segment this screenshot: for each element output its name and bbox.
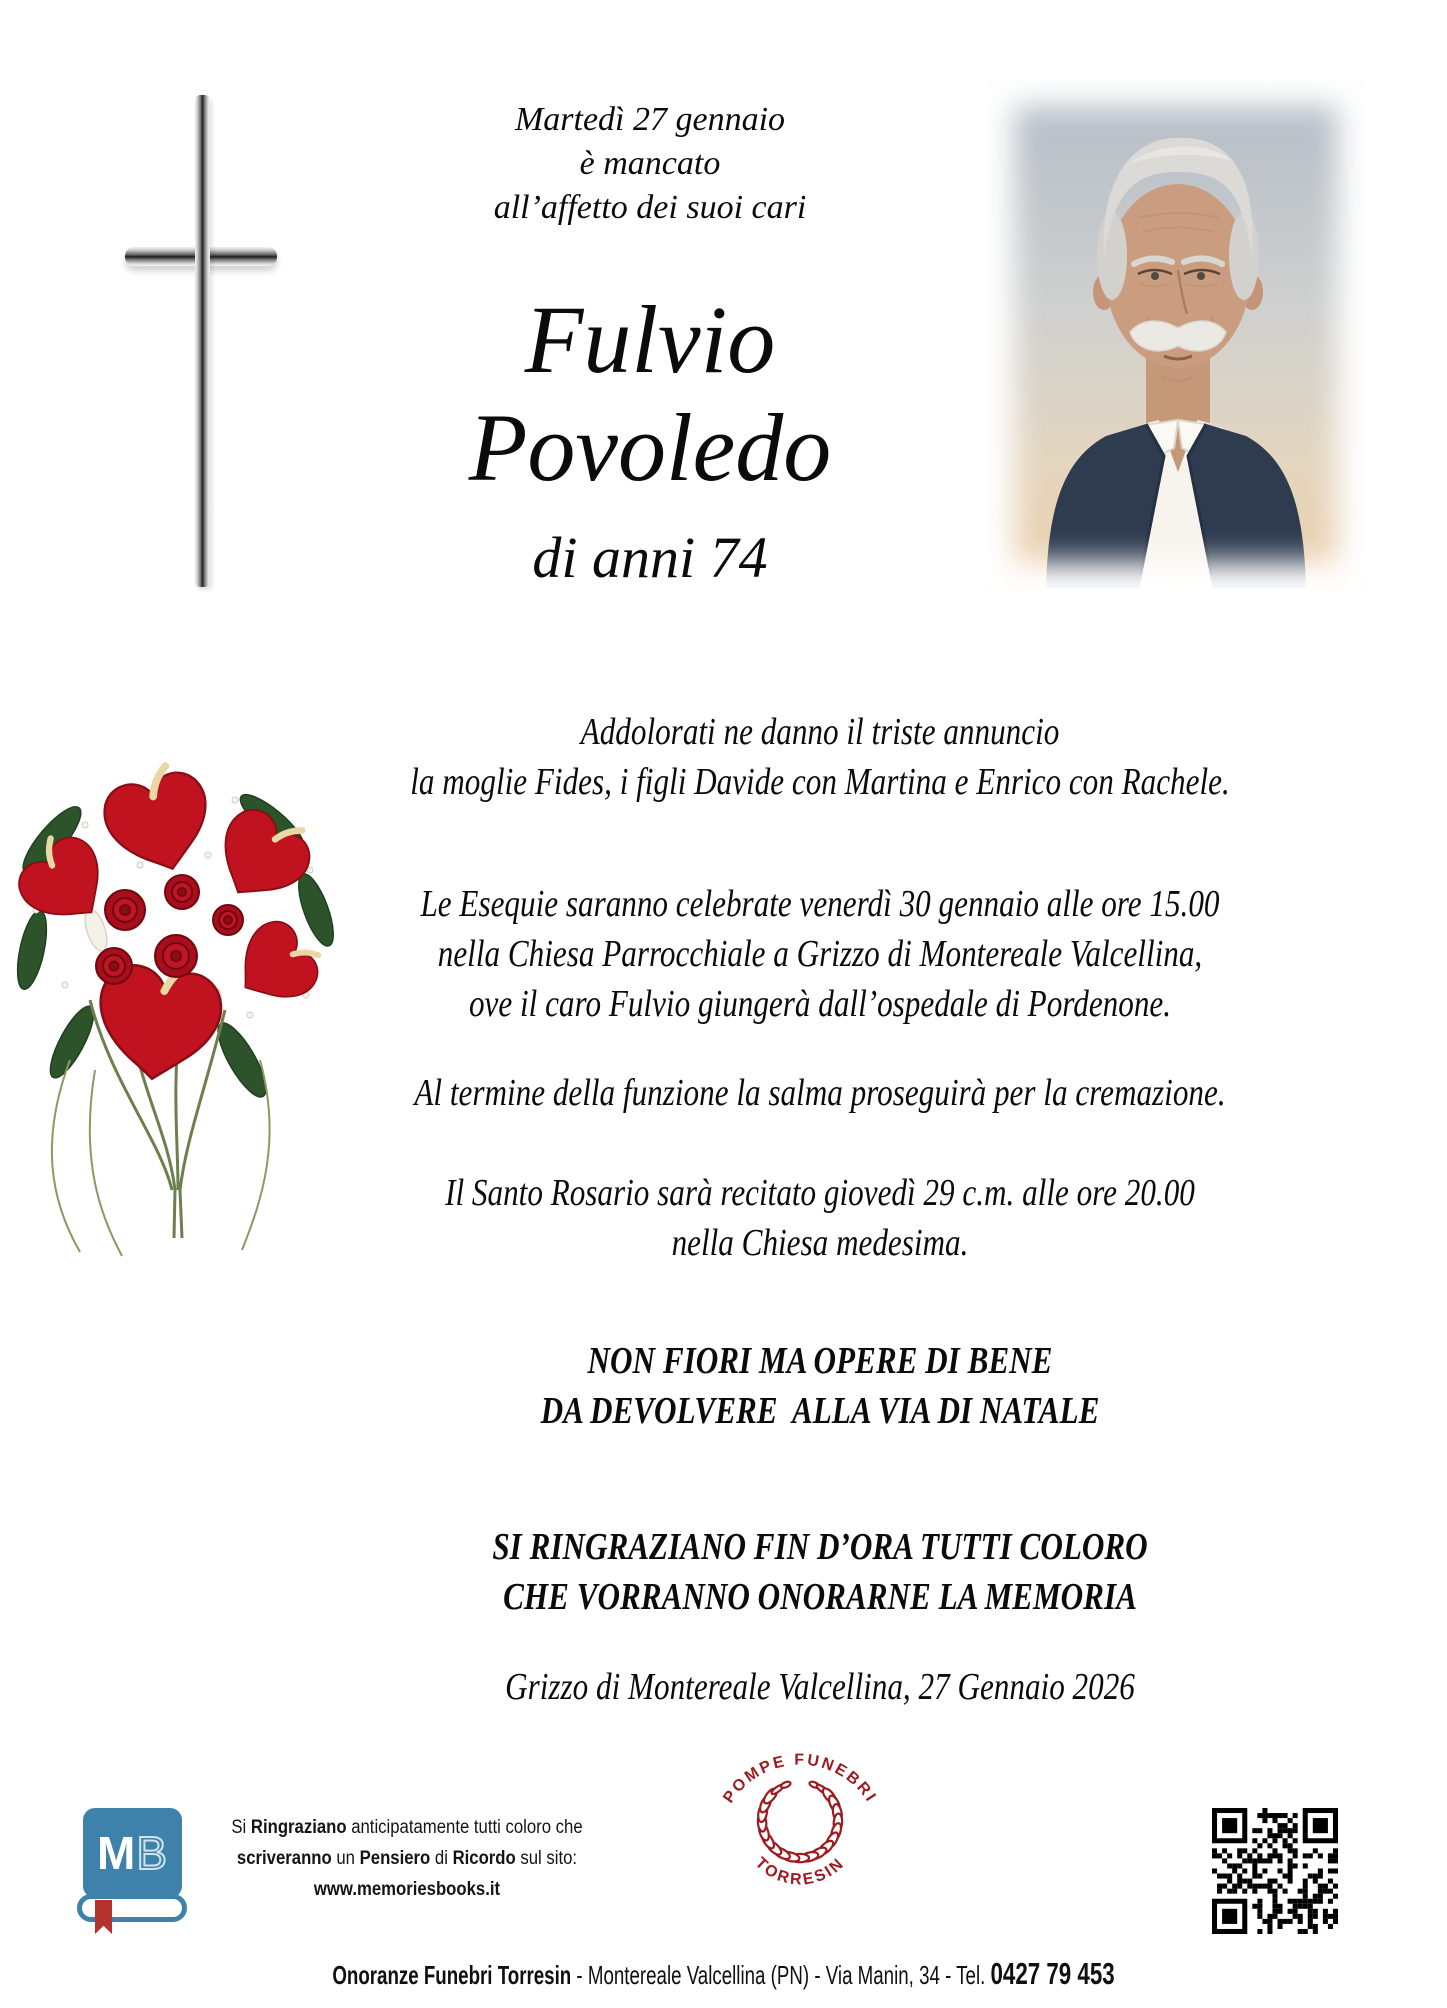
memories-line-2: scriveranno un Pensiero di Ricordo sul sito:: [236, 1848, 578, 1869]
announcement-line: Addolorati ne danno il triste annuncio: [580, 711, 1060, 753]
intro-text: [400, 98, 900, 230]
elderly-man-portrait: [988, 80, 1364, 588]
cremation-line: Al termine della funzione la salma proseguirà per la cremazione.: [414, 1072, 1226, 1114]
deceased-first-name: Fulvio: [524, 286, 776, 393]
announcement-line: la moglie Fides, i figli Davide con Martina e Enrico con Rachele.: [410, 761, 1230, 803]
intro-line: Martedì 27 gennaio: [514, 101, 786, 138]
deceased-age: di anni 74: [532, 525, 768, 590]
intro-line: all’affetto dei suoi cari: [493, 189, 807, 226]
memoriesbooks-text: [218, 1812, 596, 1905]
rosary-line: nella Chiesa medesima.: [671, 1222, 969, 1264]
torresin-wreath-logo: [705, 1742, 895, 1927]
cross-vertical-bar: [195, 95, 210, 587]
qr-code: [1212, 1808, 1338, 1934]
funeral-home-phone: 0427 79 453: [990, 1956, 1115, 1991]
metal-cross-image: [120, 95, 285, 590]
portrait-photo: [988, 80, 1364, 588]
donations-line: DA DEVOLVERE ALLA VIA DI NATALE: [540, 1390, 1100, 1432]
funeral-paragraph: [410, 879, 1230, 1029]
funeral-home-name: Onoranze Funebri Torresin: [332, 1960, 572, 1990]
book-cover-icon: [83, 1808, 182, 1898]
thanks-paragraph: [410, 1522, 1230, 1622]
thanks-line: CHE VORRANNO ONORARNE LA MEMORIA: [503, 1576, 1137, 1618]
funeral-line: ove il caro Fulvio giungerà dall’ospedale di Pordenone.: [468, 983, 1172, 1025]
mb-logo-letter-m: M: [96, 1827, 137, 1879]
donations-paragraph: [410, 1336, 1230, 1436]
intro-line: è mancato: [579, 145, 721, 182]
mb-logo-letter-b: B: [136, 1827, 168, 1879]
wreath-bottom-text: TORRESIN: [751, 1854, 849, 1889]
donations-line: NON FIORI MA OPERE DI BENE: [587, 1340, 1053, 1382]
memories-line-1: Si Ringraziano anticipatamente tutti coloro che: [231, 1817, 583, 1838]
deceased-last-name: Povoledo: [468, 394, 832, 501]
funeral-line: nella Chiesa Parrocchiale a Grizzo di Montereale Valcellina,: [437, 933, 1203, 975]
laurel-wreath-icon: [757, 1781, 843, 1864]
book-pages-icon: [77, 1894, 187, 1922]
flower-bouquet-image: [10, 760, 350, 1260]
memoriesbooks-url: www.memoriesbooks.it: [313, 1879, 501, 1900]
deceased-name-block: [400, 286, 900, 590]
announcement-paragraph: [410, 707, 1230, 807]
wreath-top-text: POMPE FUNEBRI: [720, 1751, 880, 1807]
red-anthurium-rose-bouquet: [10, 760, 350, 1260]
svg-text:POMPE FUNEBRI: [720, 1752, 880, 1807]
cremation-paragraph: [410, 1068, 1230, 1118]
bookmark-ribbon-icon: [95, 1900, 112, 1934]
thanks-line: SI RINGRAZIANO FIN D’ORA TUTTI COLORO: [492, 1526, 1148, 1568]
funeral-line: Le Esequie saranno celebrate venerdì 30 gennaio alle ore 15.00: [420, 883, 1220, 925]
place-date-text: Grizzo di Montereale Valcellina, 27 Gennaio 2026: [505, 1666, 1135, 1708]
funeral-home-address: - Montereale Valcellina (PN) - Via Manin, 34 - Tel.: [571, 1960, 991, 1990]
funeral-home-footer: [203, 1956, 1245, 1992]
rosary-paragraph: [410, 1168, 1230, 1268]
rosary-line: Il Santo Rosario sarà recitato giovedì 29 c.m. alle ore 20.00: [445, 1172, 1195, 1214]
place-date-line: [410, 1662, 1230, 1712]
memoriesbooks-logo: [77, 1808, 187, 1934]
